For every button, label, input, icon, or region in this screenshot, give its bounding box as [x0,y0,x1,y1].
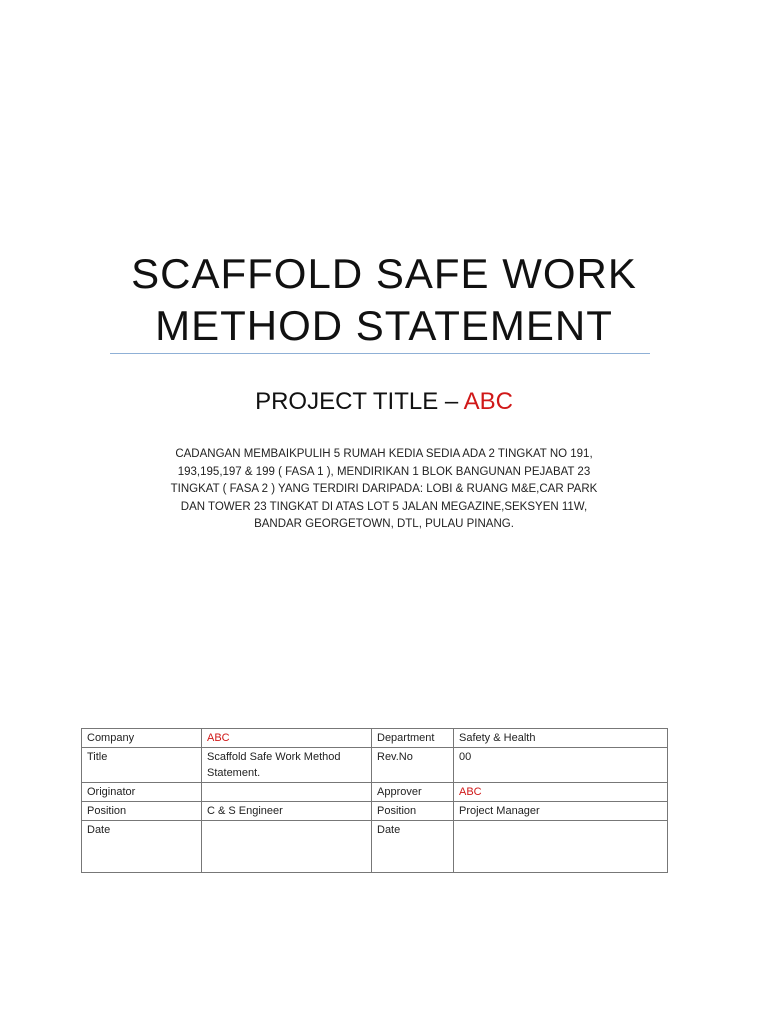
table-cell: Company [82,729,202,748]
description-line: TINGKAT ( FASA 2 ) YANG TERDIRI DARIPADA: LOBI & RUANG M&E,CAR PARK [170,483,598,495]
table-cell: Rev.No [372,748,454,783]
table-row [82,748,668,783]
table-row [82,729,668,748]
table-cell: Title [82,748,202,783]
table-cell: C & S Engineer [202,802,372,821]
project-description [140,446,628,534]
table-cell: Project Manager [454,802,668,821]
project-name: ABC [463,388,513,415]
table-cell: Position [372,802,454,821]
table-cell: Scaffold Safe Work Method Statement. [202,748,372,783]
table-cell: Position [82,802,202,821]
description-line: CADANGAN MEMBAIKPULIH 5 RUMAH KEDIA SEDIA ADA 2 TINGKAT NO 191, [175,448,593,460]
table-cell: Date [82,821,202,873]
table-cell [202,783,372,802]
table-row [82,802,668,821]
table-cell: Approver [372,783,454,802]
description-line: BANDAR GEORGETOWN, DTL, PULAU PINANG. [254,518,514,530]
table-cell: Safety & Health [454,729,668,748]
project-title [0,386,768,418]
description-line: DAN TOWER 23 TINGKAT DI ATAS LOT 5 JALAN MEGAZINE,SEKSYEN 11W, [180,500,588,513]
table-cell: 00 [454,748,668,783]
document-title [0,248,768,352]
table-cell: Department [372,729,454,748]
document-info-table [81,728,668,873]
table-cell [454,821,668,873]
title-divider [110,353,650,354]
title-line-2: METHOD STATEMENT [155,302,613,349]
project-label: PROJECT TITLE – [255,388,464,415]
table-cell [202,821,372,873]
table-cell: Date [372,821,454,873]
table-cell: ABC [454,783,668,802]
table-row [82,821,668,873]
table-cell: ABC [202,729,372,748]
table-row [82,783,668,802]
title-line-1: SCAFFOLD SAFE WORK [131,250,637,297]
table-cell: Originator [82,783,202,802]
description-line: 193,195,197 & 199 ( FASA 1 ), MENDIRIKAN 1 BLOK BANGUNAN PEJABAT 23 [177,465,591,478]
